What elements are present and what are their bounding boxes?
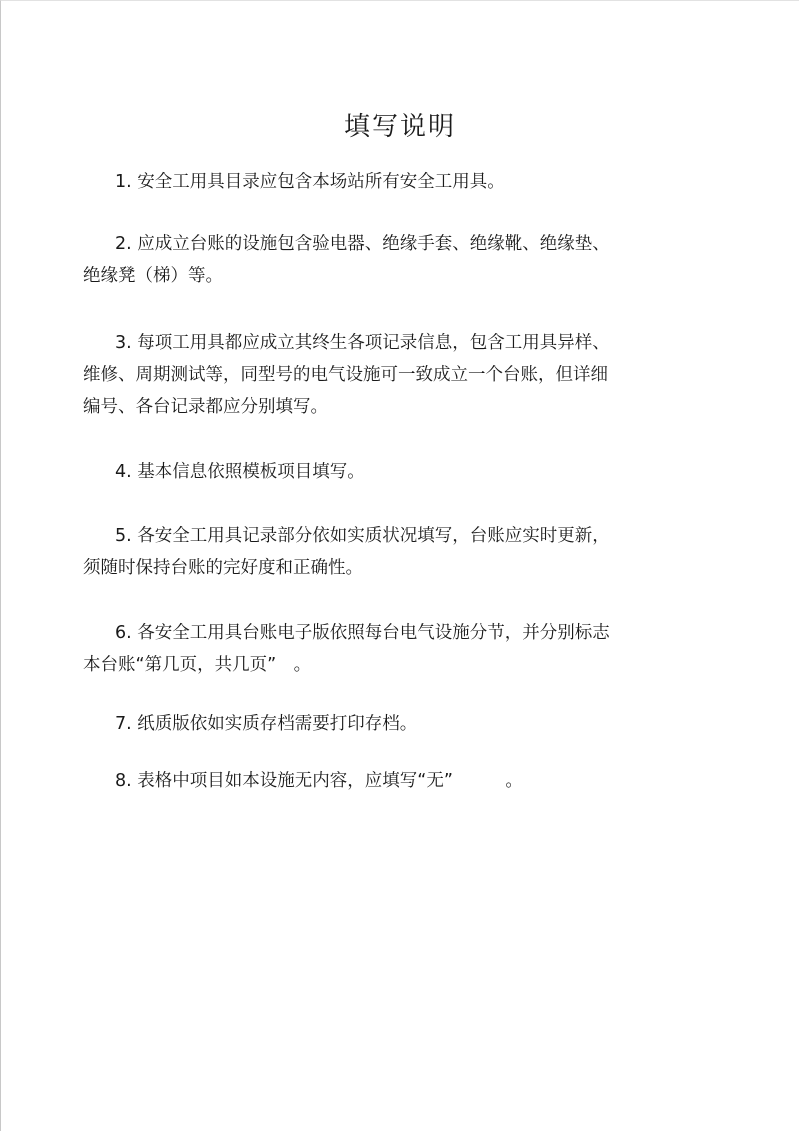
instruction-item-5 [83,520,703,584]
instruction-item-4 [83,456,703,488]
instruction-item-2 [83,228,703,292]
instruction-item-3 [83,327,703,423]
item-3-line-1: 3. 每项工用具都应成立其终生各项记录信息，包含工用具异样、 [115,333,610,353]
item-4-line-1: 4. 基本信息依照模板项目填写。 [115,462,365,482]
page-title: 填写说明 [343,112,456,142]
item-7-line-1: 7. 纸质版依如实质存档需要打印存档。 [115,714,418,734]
item-3-line-2: 维修、周期测试等，同型号的电气设施可一致成立一个台账，但详细 [83,365,608,385]
item-5-line-2: 须随时保持台账的完好度和正确性。 [83,558,363,578]
instruction-item-7 [83,708,703,740]
item-3-line-3: 编号、各台记录都应分别填写。 [83,397,328,417]
instruction-item-6 [83,617,703,681]
item-6-line-1: 6. 各安全工用具台账电子版依照每台电气设施分节，并分别标志 [115,623,610,643]
item-6-line-2: 本台账“第几页，共几页” 。 [83,655,312,675]
instruction-item-1 [83,166,703,198]
item-1-line-1: 1. 安全工用具目录应包含本场站所有安全工用具。 [115,172,505,192]
item-8-line-1: 8. 表格中项目如本设施无内容，应填写“无” 。 [115,771,523,791]
item-5-line-1: 5. 各安全工用具记录部分依如实质状况填写，台账应实时更新， [115,526,610,546]
instruction-item-8 [83,765,703,797]
item-2-line-1: 2. 应成立台账的设施包含验电器、绝缘手套、绝缘靴、绝缘垫、 [115,234,610,254]
item-2-line-2: 绝缘凳（梯）等。 [83,266,223,286]
